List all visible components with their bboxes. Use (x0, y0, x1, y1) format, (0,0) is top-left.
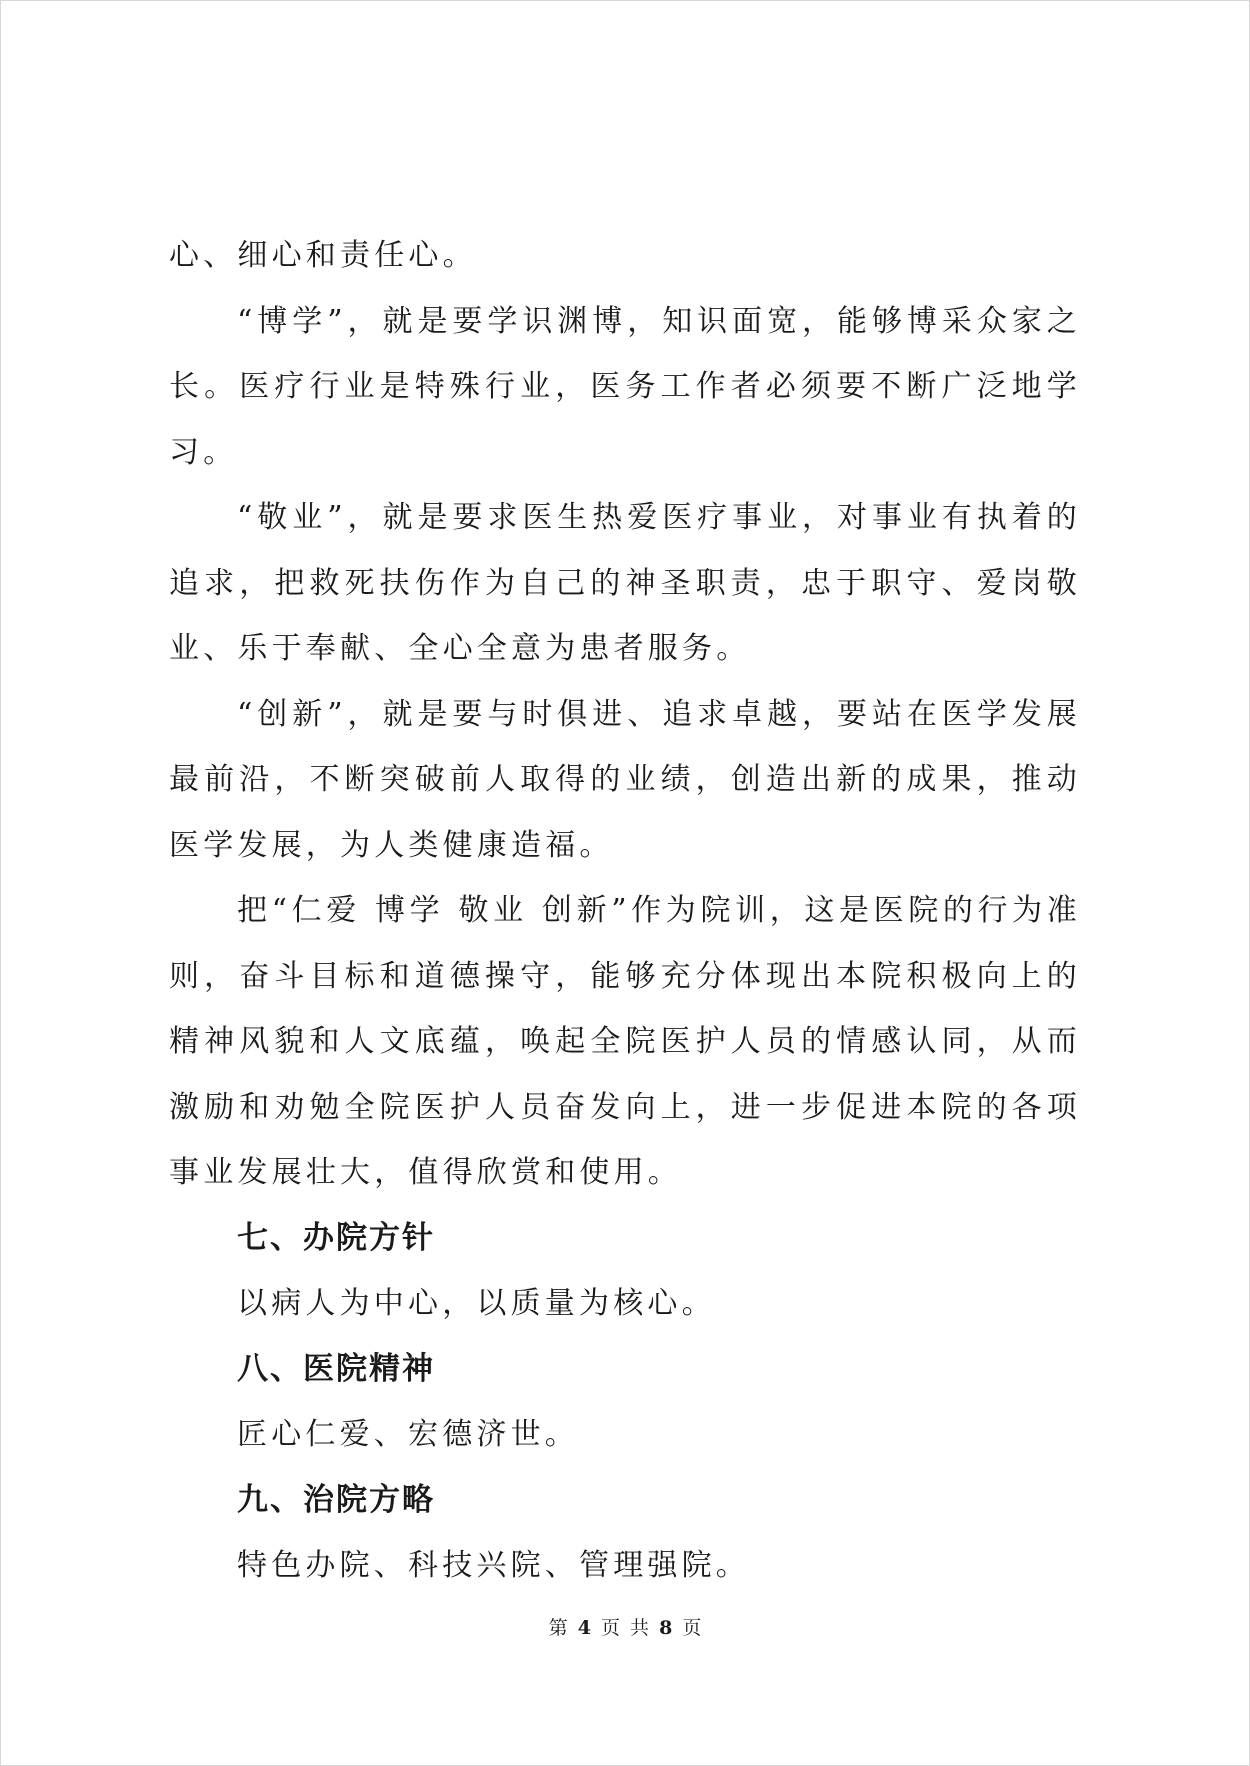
page-footer (1, 1613, 1250, 1640)
footer-middle: 页 共 (600, 1617, 652, 1639)
paragraph-motto-summary: 把“仁爱 博学 敬业 创新”作为院训，这是医院的行为准则，奋斗目标和道德操守，能够充分体现出本院积极向上的精神风貌和人文底蕴，唤起全院医护人员的情感认同，从而激励和劝勉全院医护人员奋发向上，进一步促进本院的各项事业发展壮大，值得欣赏和使用。 (169, 893, 1081, 1190)
footer-suffix: 页 (682, 1617, 704, 1639)
current-page-number: 4 (577, 1617, 593, 1639)
paragraph-chuangxin: “创新”，就是要与时俱进、追求卓越，要站在医学发展最前沿，不断突破前人取得的业绩，创造出新的成果，推动医学发展，为人类健康造福。 (169, 696, 1081, 863)
paragraph-boxue: “博学”，就是要学识渊博，知识面宽，能够博采众家之长。医疗行业是特殊行业，医务工作者必须要不断广泛地学习。 (169, 303, 1081, 470)
paragraph-jingye: “敬业”，就是要求医生热爱医疗事业，对事业有执着的追求，把救死扶伤作为自己的神圣职责，忠于职守、爱岗敬业、乐于奉献、全心全意为患者服务。 (169, 500, 1081, 666)
footer-prefix: 第 (548, 1617, 570, 1639)
section-heading-7: 七、办院方针 (237, 1219, 435, 1256)
section-text-9: 特色办院、科技兴院、管理强院。 (237, 1548, 750, 1583)
paragraph-continuation: 心、细心和责任心。 (169, 238, 477, 273)
section-heading-8: 八、医院精神 (237, 1350, 435, 1387)
total-page-number: 8 (659, 1617, 675, 1639)
page-body (169, 223, 1081, 1599)
section-text-7: 以病人为中心，以质量为核心。 (237, 1286, 716, 1321)
section-heading-9: 九、治院方略 (237, 1481, 435, 1518)
section-text-8: 匠心仁爱、宏德济世。 (237, 1417, 579, 1452)
